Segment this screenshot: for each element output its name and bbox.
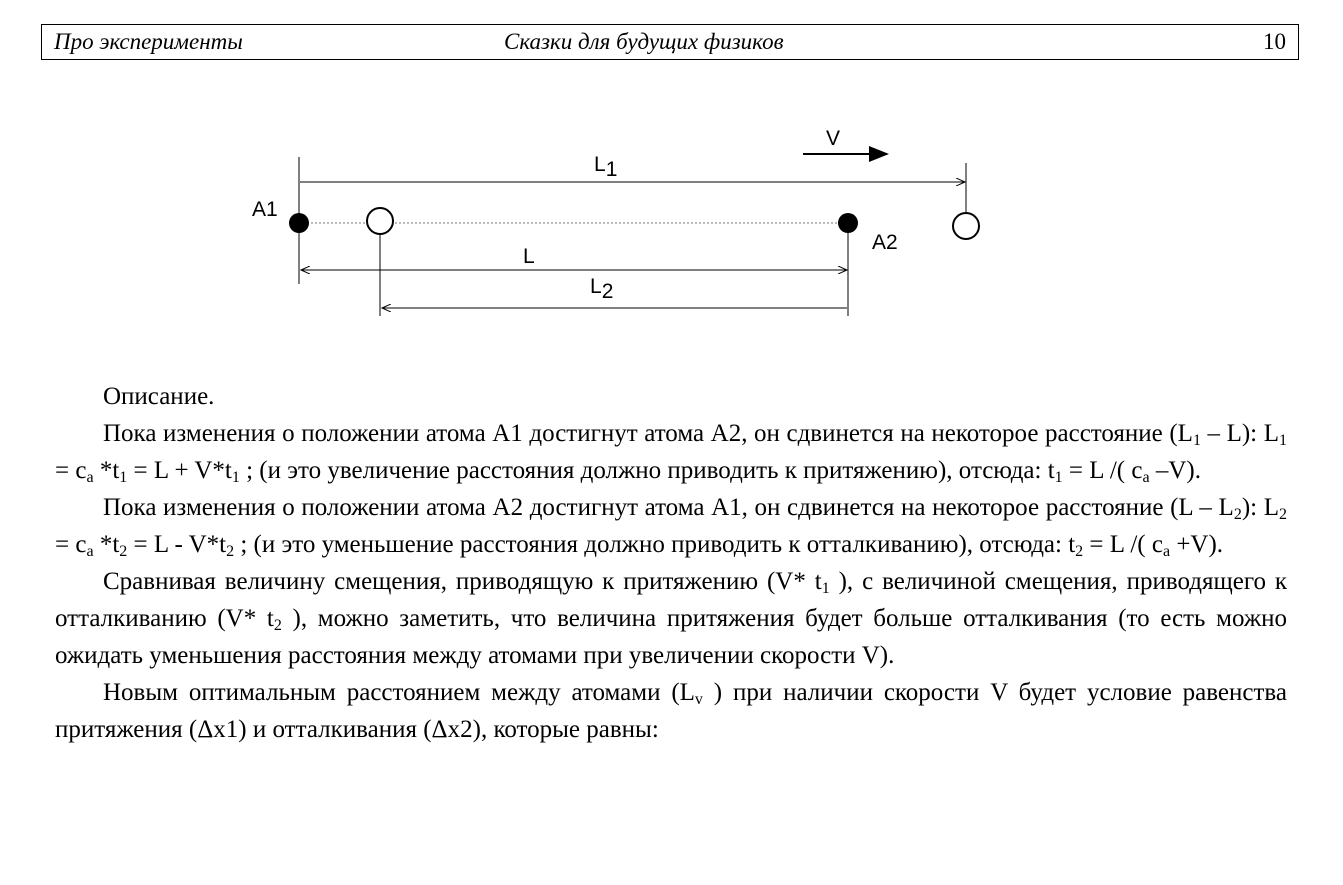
atoms-diagram [0,0,1343,370]
atom-a1-dot [289,213,309,233]
atom-a1-label: A1 [252,198,278,221]
atom-a2-label: A2 [872,231,898,254]
paragraph-attraction: Пока изменения о положении атома А1 достигнут атома А2, он сдвинется на некоторое расстояние $(L_1 - L)$: $L_1 = c_a$ $*t_1 = L + V*t_1$ ; (и это увеличение расстояния должно приводить к притяжению), отсюда: $t_1 = L$ /( $c_a$ –V). [55,420,1287,486]
paragraph-comparison: Сравнивая величину смещения, приводящую к притяжению (V* $t_1$ ), с величиной смещения, приводящего к отталкиванию (V* $t_2$ ), можно заметить, что величина притяжения будет больше отталкивания (то есть можно ожидать уменьшения расстояния между атомами при увеличении скорости V). [55,568,1288,669]
atom-a2-shifted-circle [953,213,979,239]
velocity-label: V [826,127,841,150]
atom-a1-shifted-circle [367,208,393,234]
dimension-l2-label: L2 [590,275,614,303]
paragraph-optimal-distance: Новым оптимальным расстоянием между атомами ($L_v$ ) при наличии скорости V будет условие равенства притяжения (Δx1) и отталкивания (Δx2), которые равны: [55,679,1287,743]
section-heading: Описание. [103,383,215,410]
atom-a2-dot [838,213,858,233]
paragraph-repulsion: Пока изменения о положении атома А2 достигнут атома А1, он сдвинется на некоторое расстояние $(L - L_2)$: $L_2 = c_a$ $*t_2 = L - V*t_2$ ; (и это уменьшение расстояния должно приводить к отталкиванию), отсюда: $t_2 = L$ /( $c_a +V$). [55,494,1287,560]
header-section-title: Про эксперименты [54,29,243,54]
header-page-number: 10 [1263,29,1286,54]
dimension-l-label: L [523,245,535,268]
header-book-title: Сказки для будущих физиков [504,29,784,54]
dimension-l1-label: L1 [594,153,618,181]
body-text [55,378,1287,748]
